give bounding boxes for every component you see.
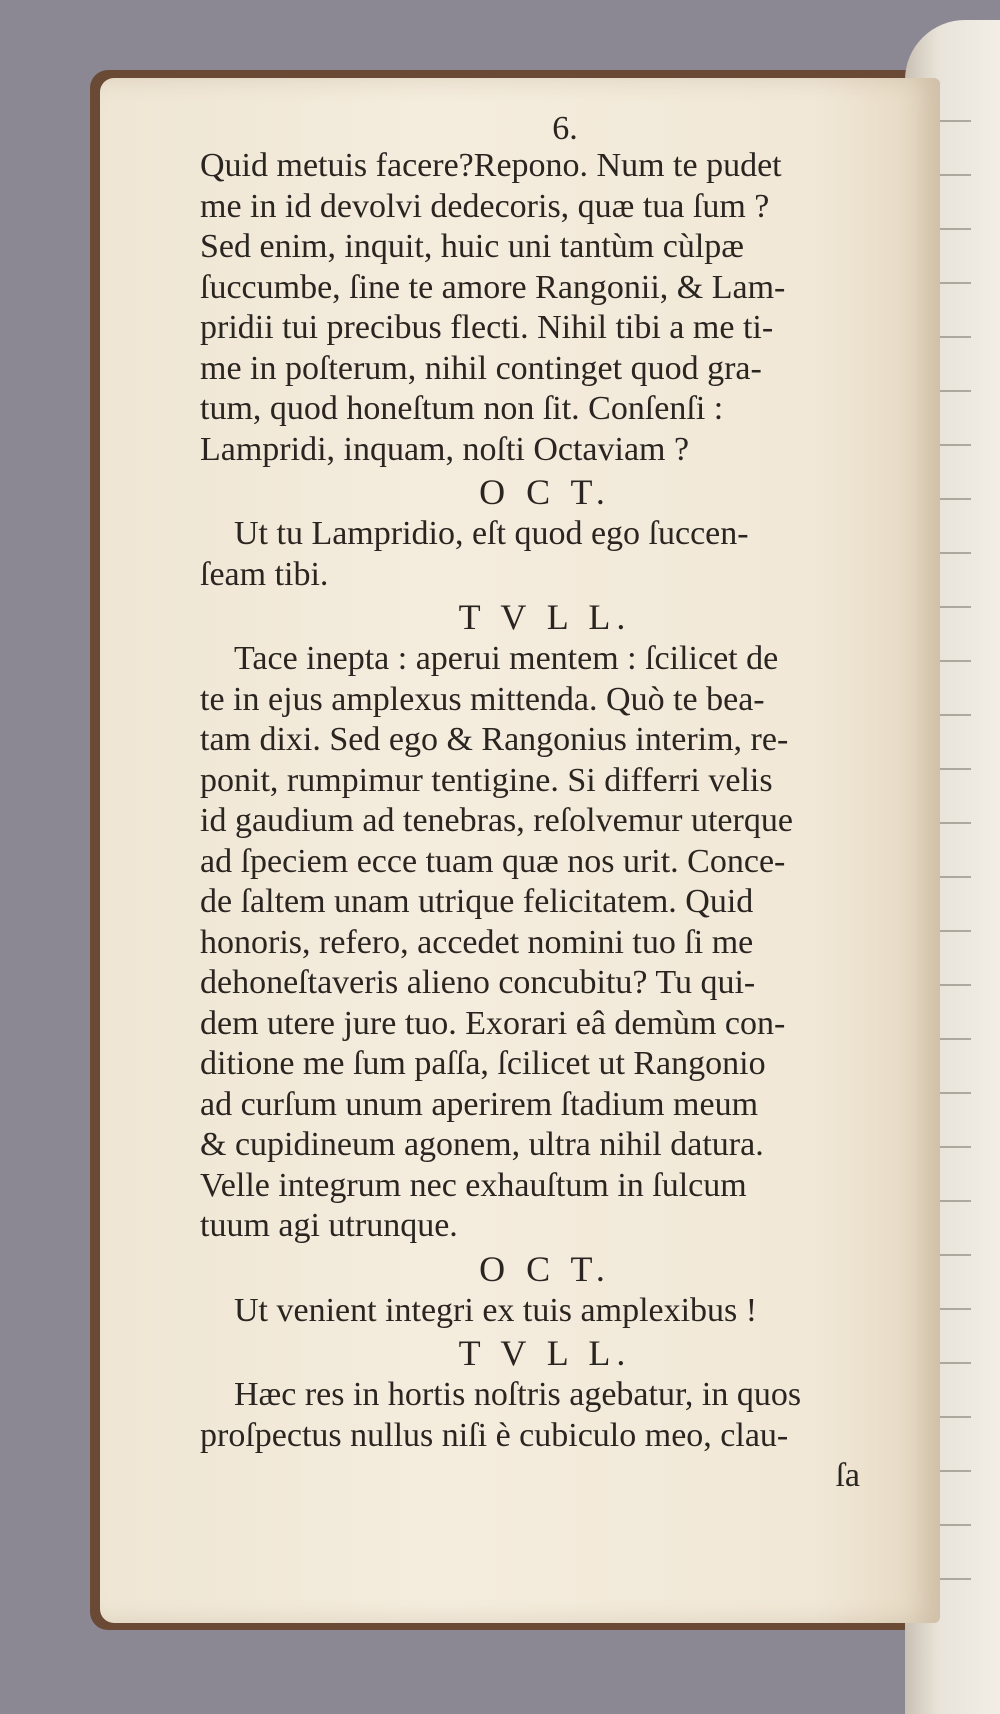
text-line: pridii tui precibus flecti. Nihil tibi a me ti-	[200, 309, 774, 346]
text-line: de ſaltem unam utrique felicitatem. Quid	[200, 883, 754, 920]
text-line: proſpectus nullus niſi è cubiculo meo, clau-	[200, 1416, 789, 1454]
text-line: Tace inepta : aperui mentem : ſcilicet de	[234, 640, 779, 677]
text-line: tum, quod honeſtum non ſit. Conſenſi :	[200, 390, 724, 427]
text-line: ditione me ſum paſſa, ſcilicet ut Rangonio	[200, 1045, 766, 1082]
text-line: ſuccumbe, ſine te amore Rangonii, & Lam-	[200, 268, 786, 306]
text-line: me in poſterum, nihil continget quod gra-	[200, 349, 762, 387]
text-line: & cupidineum agonem, ultra nihil datura.	[200, 1126, 764, 1163]
page-text	[200, 112, 890, 1497]
text-line: tam dixi. Sed ego & Rangonius interim, re-	[200, 721, 789, 758]
text-line: ad curſum unum aperirem ſtadium meum	[200, 1085, 759, 1123]
speaker-heading: T V L L.	[458, 597, 632, 637]
page-number: 6.	[552, 110, 578, 147]
speaker-heading: O C T.	[479, 472, 611, 512]
text-line: ponit, rumpimur tentigine. Si differri velis	[200, 761, 773, 799]
text-line: ſeam tibi.	[200, 555, 329, 593]
text-body	[200, 146, 890, 1456]
text-line: Sed enim, inquit, huic uni tantùm cùlpæ	[200, 228, 744, 265]
text-line: ad ſpeciem ecce tuam quæ nos urit. Conce-	[200, 842, 786, 880]
text-line: te in ejus amplexus mittenda. Quò te bea-	[200, 680, 765, 718]
text-line: Hæc res in hortis noſtris agebatur, in quos	[234, 1376, 802, 1413]
text-line: id gaudium ad tenebras, reſolvemur uterque	[200, 802, 793, 839]
text-line: me in id devolvi dedecoris, quæ tua ſum ?	[200, 187, 770, 225]
text-line: Quid metuis facere?Repono. Num te pudet	[200, 147, 782, 184]
speaker-heading: O C T.	[479, 1248, 611, 1289]
speaker-heading: T V L L.	[458, 1333, 632, 1373]
text-line: tuum agi utrunque.	[200, 1207, 458, 1244]
text-line: Ut tu Lampridio, eſt quod ego ſuccen-	[234, 515, 749, 552]
text-line: dem utere jure tuo. Exorari eâ demùm con-	[200, 1004, 786, 1042]
text-line: Velle integrum nec exhauſtum in ſulcum	[200, 1166, 747, 1204]
text-line: Lampridi, inquam, noſti Octaviam ?	[200, 430, 690, 468]
text-line: honoris, refero, accedet nomini tuo ſi me	[200, 923, 754, 961]
text-line: Ut venient integri ex tuis amplexibus !	[234, 1291, 758, 1329]
text-line: dehoneſtaveris alieno concubitu? Tu qui-	[200, 964, 756, 1001]
catchword: ſa	[835, 1457, 860, 1494]
